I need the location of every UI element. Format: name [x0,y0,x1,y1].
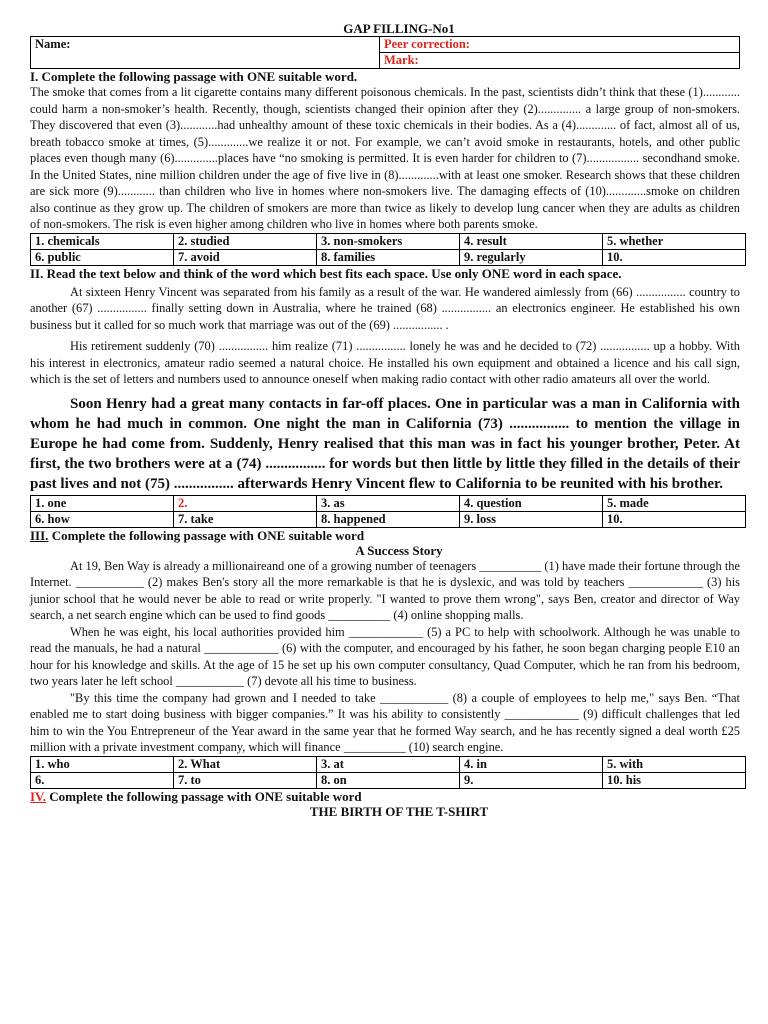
answer-cell[interactable]: 4. result [460,233,603,249]
answer-cell[interactable]: 3. as [317,495,460,511]
header-table [30,36,740,69]
answer-cell[interactable]: 2. What [174,756,317,772]
section-3-paragraph-3: "By this time the company had grown and I needed to take ___________ (8) a couple of employees to help me," says Ben. “That enabled me to start doing business with bigger companies.” It was his ability to consistently ____________ (9) difficult challenges that led him to win the You Entrepreneur of the Year award in the same year that he formed Way search, and he has recently signed a deal worth £25 million with a private investment company, which will finance __________ (10) search engine. [30,690,740,755]
answer-cell[interactable]: 6. how [31,511,174,527]
answer-cell[interactable]: 1. who [31,756,174,772]
answer-cell[interactable]: 6. public [31,249,174,265]
answer-cell[interactable]: 2. studied [174,233,317,249]
answer-cell[interactable]: 8. families [317,249,460,265]
section-3-title: A Success Story [355,542,443,558]
answer-cell[interactable]: 8. happened [317,511,460,527]
answer-cell[interactable]: 9. [460,772,603,788]
name-field[interactable]: Name: [31,37,380,69]
section-3-answer-table [30,756,746,789]
answer-cell[interactable]: 7. take [174,511,317,527]
answer-cell[interactable]: 2. [174,495,317,511]
answer-cell[interactable]: 9. regularly [460,249,603,265]
answer-cell[interactable]: 7. to [174,772,317,788]
section-3-numeral: III. [30,527,49,543]
answer-cell[interactable]: 4. question [460,495,603,511]
peer-correction-field[interactable]: Peer correction: [380,37,740,53]
answer-cell[interactable]: 9. loss [460,511,603,527]
section-2-answer-table [30,495,746,528]
section-3-heading [30,528,768,543]
section-4-heading [30,789,768,804]
section-1-passage: The smoke that comes from a lit cigarette contains many different poisonous chemicals. In the past, scientists didn’t think that these (1)............ could harm a non-smoker’s health. Recently, though, scientists changed their opinion after they (2).............. a large group of non-smokers. They discovered that even (3)............had unhealthy amount of these toxic chemicals in their bodies. As a (4)............. of fact, almost all of us, breath tobacco smoke at times, (5).............we realize it or not. For example, we can’t avoid smoke in restaurants, hotels, and other public places even though many (6)..............places have “no smoking is permitted. It is even harder for children to (7)................. secondhand smoke. In the United States, nine million children under the age of five live in (8).............with at least one smoker. Research shows that these children are sick more (9)............ than children who live in homes where non-smokers live. The damaging effects of (10).............smoke on children also continue as they grow up. The children of smokers are more than twice as likely to develop lung cancer when they are adults as children of non-smokers. The risk is even higher among children who live in homes where both parents smoke. [30,85,740,231]
section-2-paragraph-1: At sixteen Henry Vincent was separated from his family as a result of the war. He wandered aimlessly from (66) ................ country to another (67) ................ finally setting down in Australia, where he trained (68) ................ an electronics engineer. He established his own business but it called for so much work that marriage was out of the (69) ................ . [30,284,740,332]
answer-cell[interactable]: 10. his [603,772,746,788]
answer-cell[interactable]: 8. on [317,772,460,788]
section-2-heading: II. Read the text below and think of the word which best fits each space. Use only ONE word in each space. [30,265,622,281]
answer-cell[interactable]: 10. [603,249,746,265]
answer-cell[interactable]: 5. made [603,495,746,511]
document-title: GAP FILLING-No1 [343,21,455,36]
answer-cell[interactable]: 5. with [603,756,746,772]
answer-cell[interactable]: 7. avoid [174,249,317,265]
answer-cell[interactable]: 1. one [31,495,174,511]
section-3-paragraph-1: At 19, Ben Way is already a millionaireand one of a growing number of teenagers __________ (1) have made their fortune through the Internet. ___________ (2) makes Ben's story all the more remarkable is that he is dyslexic, and was told by teachers ____________ (3) his junior school that he would never be able to read or write properly. "I wanted to prove them wrong", says Ben, creator and director of Way search, a net search engine which can be used to find goods __________ (4) online shopping malls. [30,558,740,623]
mark-field[interactable]: Mark: [380,53,740,69]
answer-cell[interactable]: 1. chemicals [31,233,174,249]
section-3-instruction: Complete the following passage with ONE suitable word [48,527,365,543]
section-1-answer-table [30,233,746,266]
answer-cell[interactable]: 10. [603,511,746,527]
answer-cell[interactable]: 6. [31,772,174,788]
answer-cell[interactable]: 5. whether [603,233,746,249]
section-1-heading: I. Complete the following passage with ONE suitable word. [30,69,358,84]
answer-cell[interactable]: 3. non-smokers [317,233,460,249]
answer-cell[interactable]: 3. at [317,756,460,772]
section-4-instruction: Complete the following passage with ONE suitable word [46,788,362,804]
section-3-paragraph-2: When he was eight, his local authorities provided him ____________ (5) a PC to help with schoolwork. Although he was unable to read the manuals, he had a natural ____________ (6) with the computer, and encouraged by his father, he soon began charging people E10 an hour for his knowledge and skills. At the age of 15 he set up his own computer consultancy, Quad Computer, which he ran from his bedroom, two years later he left school ___________ (7) devote all his time to business. [30,624,740,689]
answer-cell[interactable]: 4. in [460,756,603,772]
section-4-numeral: IV. [30,788,47,804]
section-2-paragraph-3: Soon Henry had a great many contacts in far-off places. One in particular was a man in California with whom he had much in common. One night the man in California (73) ................ to mention the village in Europe he had come from. Suddenly, Henry realised that this man was in fact his younger brother, Peter. At first, the two brothers were at a (74) ................ for words but then little by little they filled in the details of their past lives and not (75) ................ afterwards Henry Vincent flew to California to be reunited with his brother. [30,395,740,493]
worksheet [30,0,768,819]
section-2-paragraph-2: His retirement suddenly (70) ................ him realize (71) ................ lonely he was and he decided to (72) ................ up a hobby. With his interest in electronics, amateur radio seemed a natural choice. He installed his own equipment and obtained a licence and his call sign, which is the set of letters and numbers used to announce oneself when making radio contact with other radio amateurs all over the world. [30,339,740,386]
section-4-title: THE BIRTH OF THE T-SHIRT [309,803,489,819]
